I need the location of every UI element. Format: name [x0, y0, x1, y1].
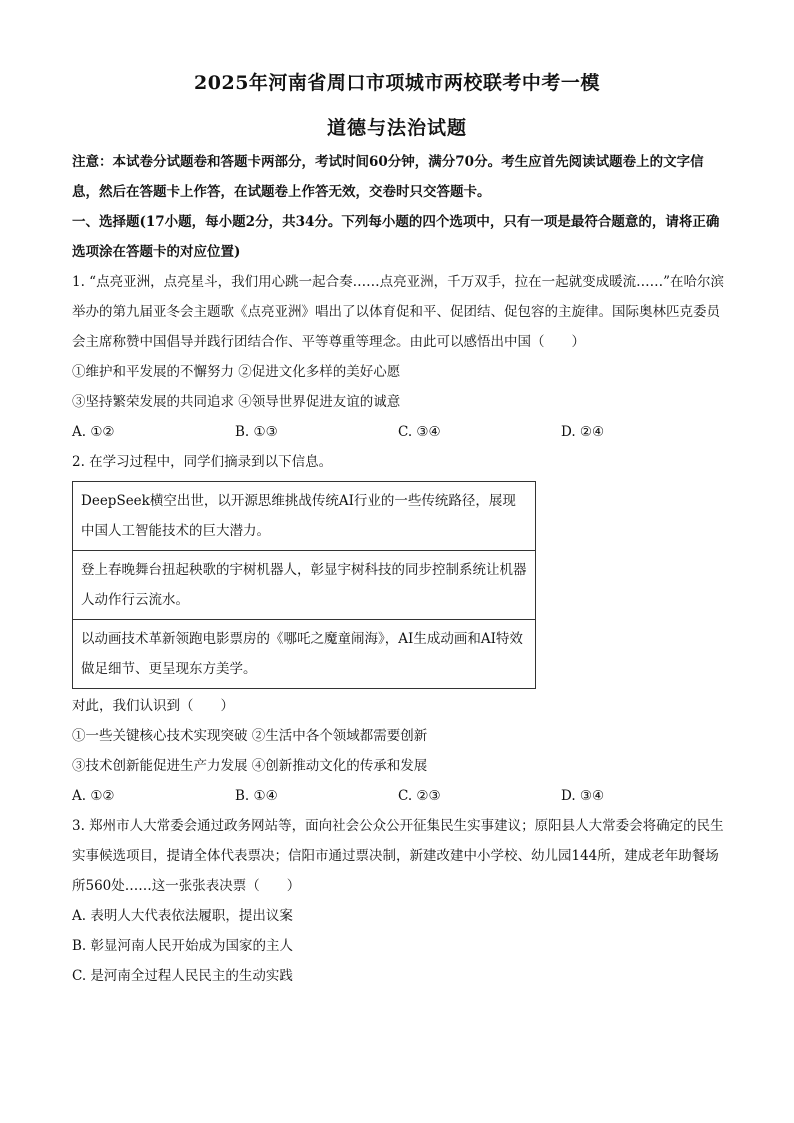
table-cell-nezha: 以动画技术革新领跑电影票房的《哪吒之魔童闹海》，AI生成动画和AI特效做足细节、更呈现东方美学。	[73, 620, 536, 689]
notice-text: 注意：本试卷分试题卷和答题卡两部分，考试时间60分钟，满分70分。考生应首先阅读试题卷上的文字信息，然后在答题卡上作答，在试题卷上作答无效，交卷时只交答题卡。	[72, 154, 704, 200]
question-1-option-d: D. ②④	[561, 424, 605, 440]
question-2-question: 对此，我们认识到（ ）	[72, 698, 234, 714]
question-3-option-c: C. 是河南全过程人民民主的生动实践	[72, 968, 293, 984]
question-3-option-b: B. 彰显河南人民开始成为国家的主人	[72, 938, 294, 954]
table-row	[73, 620, 536, 689]
question-1-option-b: B. ①③	[235, 424, 278, 440]
exam-title: 2025年河南省周口市项城市两校联考中考一模	[194, 72, 600, 94]
table-row	[73, 551, 536, 620]
question-2-stem: 2. 在学习过程中，同学们摘录到以下信息。	[72, 454, 333, 470]
table-cell-robot: 登上春晚舞台扭起秧歌的宇树机器人，彰显宇树科技的同步控制系统让机器人动作行云流水。	[73, 551, 536, 620]
question-1-option-a: A. ①②	[72, 424, 115, 440]
exam-subtitle: 道德与法治试题	[326, 117, 467, 139]
question-2-option-b: B. ①④	[235, 788, 278, 804]
question-2-items-line1: ①一些关键核心技术实现突破 ②生活中各个领域都需要创新	[72, 728, 428, 744]
table-row	[73, 482, 536, 551]
question-1-items-line1: ①维护和平发展的不懈努力 ②促进文化多样的美好心愿	[72, 364, 401, 380]
section-heading: 一、选择题(17小题，每小题2分，共34分。下列每小题的四个选项中，只有一项是最符合题意的，请将正确选项涂在答题卡的对应位置)	[72, 214, 720, 260]
question-1-options	[72, 417, 724, 447]
question-2-items-line2: ③技术创新能促进生产力发展 ④创新推动文化的传承和发展	[72, 758, 428, 774]
question-2-info-table	[72, 481, 536, 689]
question-2-option-d: D. ③④	[561, 788, 605, 804]
question-1-items-line2: ③坚持繁荣发展的共同追求 ④领导世界促进友谊的诚意	[72, 394, 401, 410]
question-3-option-a: A. 表明人大代表依法履职，提出议案	[72, 908, 293, 924]
question-1-stem: 1. “点亮亚洲，点亮星斗，我们用心跳一起合奏……点亮亚洲，千万双手，拉在一起就变成暖流……”在哈尔滨举办的第九届亚冬会主题歌《点亮亚洲》唱出了以体育促和平、促团结、促包容的主旋律。国际奥林匹克委员会主席称赞中国倡导并践行团结合作、平等尊重等理念。由此可以感悟出中国（ ）	[72, 274, 724, 350]
table-cell-deepseek: DeepSeek横空出世，以开源思维挑战传统AI行业的一些传统路径，展现中国人工智能技术的巨大潜力。	[73, 482, 536, 551]
question-2-option-a: A. ①②	[72, 788, 115, 804]
question-1-option-c: C. ③④	[398, 424, 441, 440]
question-3-stem: 3. 郑州市人大常委会通过政务网站等，面向社会公众公开征集民生实事建议；原阳县人大常委会将确定的民生实事候选项目，提请全体代表票决；信阳市通过票决制，新建改建中小学校、幼儿园144所，建成老年助餐场所560处……这一张张表决票（ ）	[72, 818, 724, 894]
question-2-option-c: C. ②③	[398, 788, 441, 804]
exam-body	[72, 147, 724, 991]
question-2-options	[72, 781, 724, 811]
